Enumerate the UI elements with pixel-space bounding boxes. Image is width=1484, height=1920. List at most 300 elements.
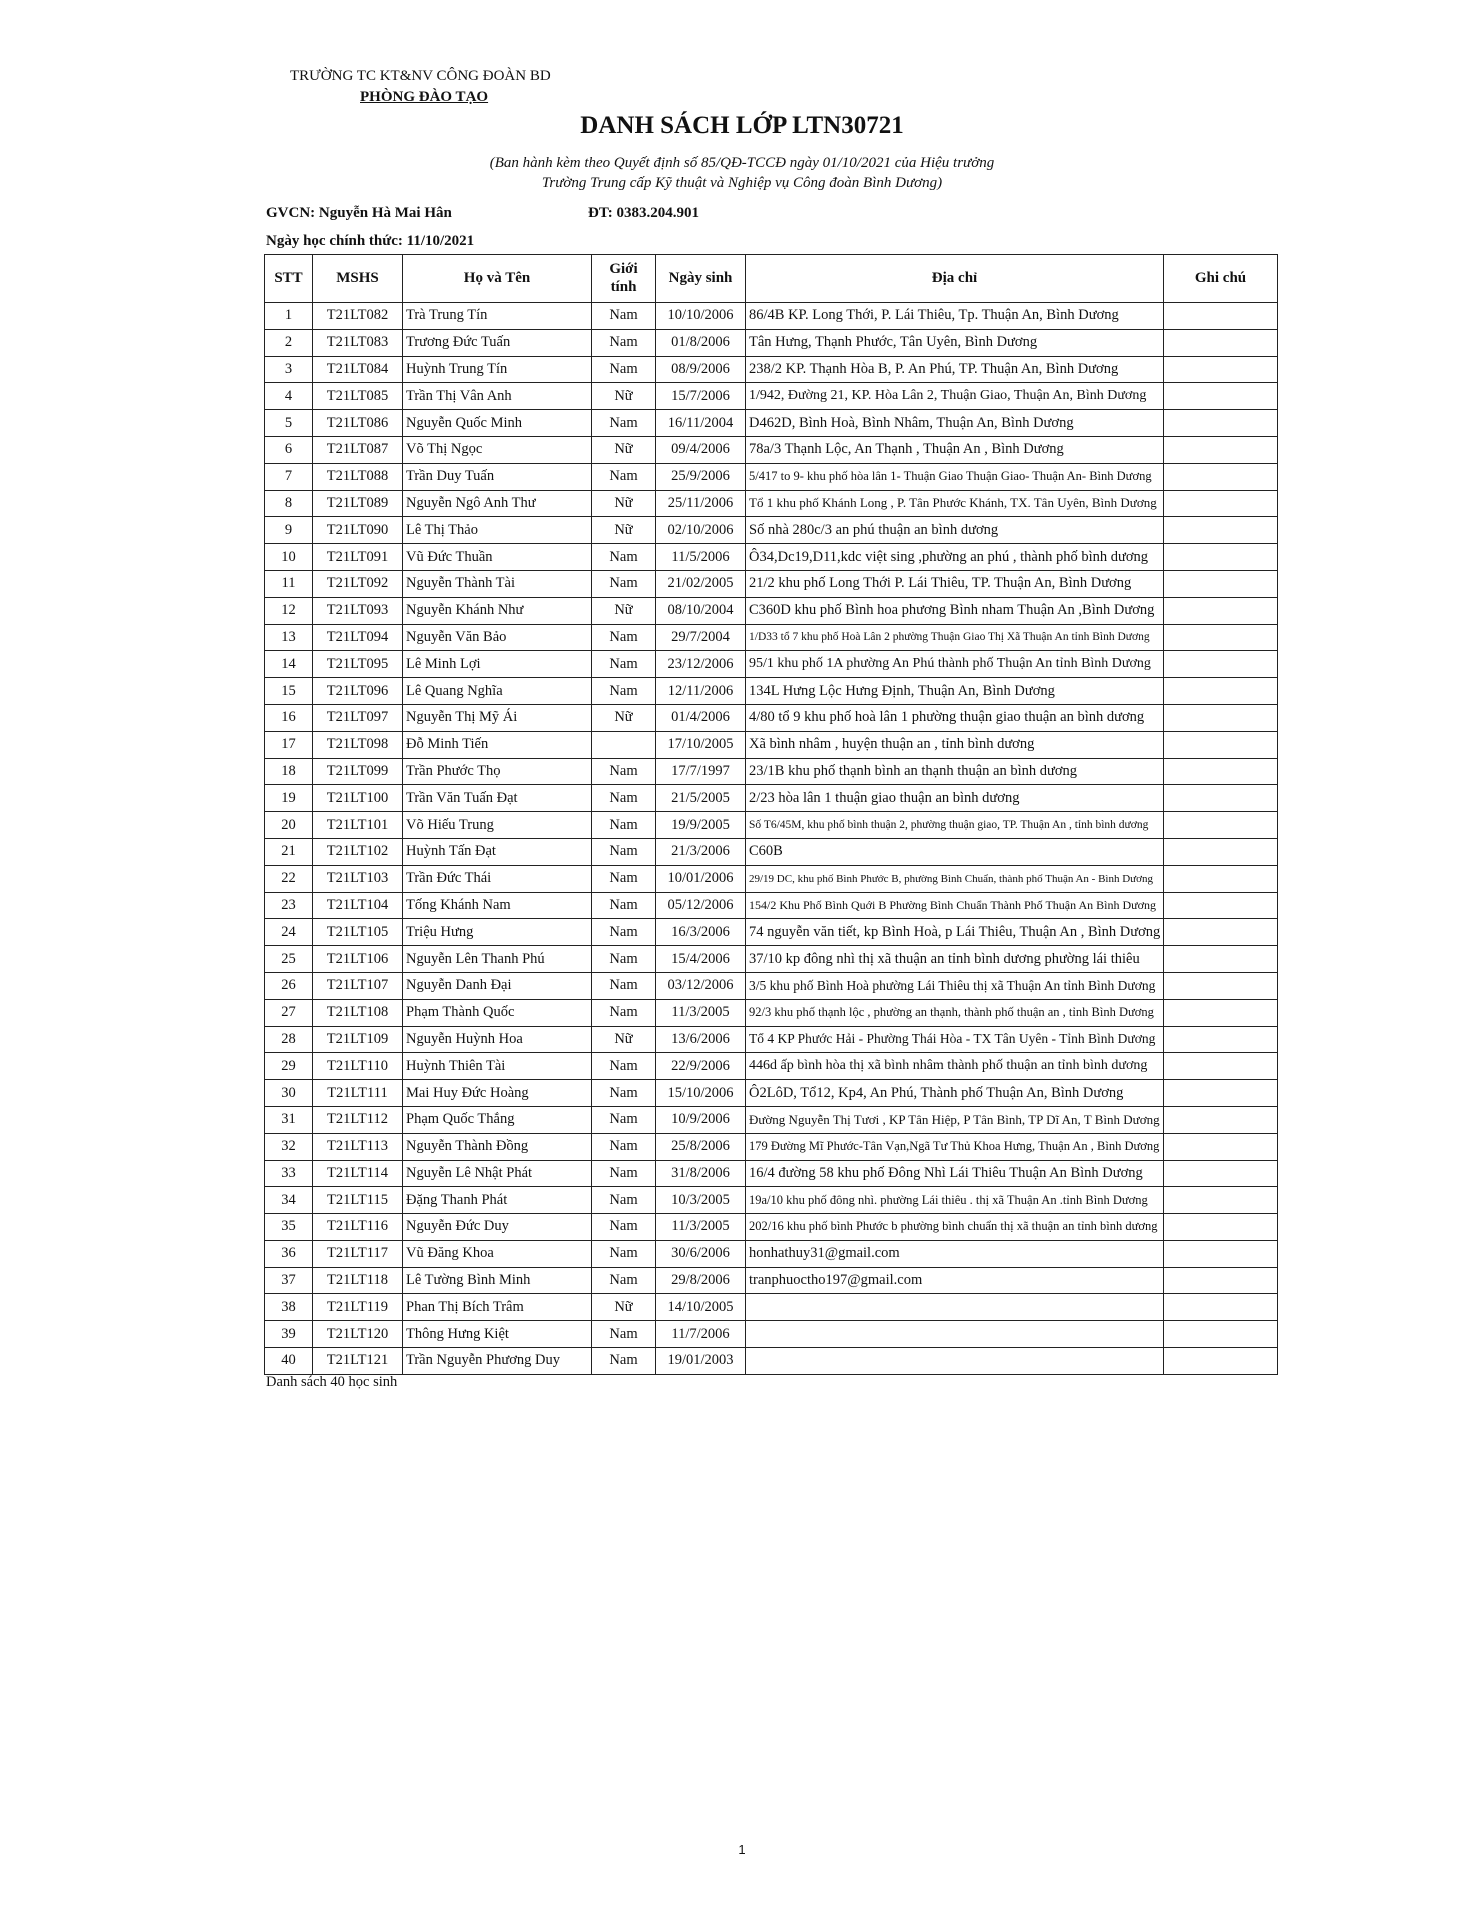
table-row [265,1133,1278,1160]
cell-note [1164,410,1278,437]
cell-note [1164,838,1278,865]
cell-address: 19a/10 khu phố đông nhì. phường Lái thiêu . thị xã Thuận An .tỉnh Bình Dương [746,1187,1164,1214]
column-header-note: Ghi chú [1164,255,1278,303]
cell-name: Trà Trung Tín [403,303,592,330]
cell-stt: 29 [265,1053,313,1080]
cell-note [1164,1294,1278,1321]
cell-dob: 22/9/2006 [656,1053,746,1080]
cell-name: Nguyễn Thành Đồng [403,1133,592,1160]
cell-address: Đường Nguyễn Thị Tươi , KP Tân Hiệp, P Tân Bình, TP Dĩ An, T Bình Dương [746,1106,1164,1133]
cell-note [1164,1348,1278,1375]
cell-address: 37/10 kp đông nhì thị xã thuận an tỉnh bình dương phường lái thiêu [746,946,1164,973]
table-row [265,1026,1278,1053]
cell-note [1164,597,1278,624]
cell-gender: Nam [592,651,656,678]
start-date: Ngày học chính thức: 11/10/2021 [266,233,475,249]
cell-dob: 10/01/2006 [656,865,746,892]
cell-stt: 25 [265,946,313,973]
cell-note [1164,1321,1278,1348]
cell-dob: 19/01/2003 [656,1348,746,1375]
table-header-row [265,255,1278,303]
cell-note [1164,383,1278,410]
cell-gender: Nam [592,1240,656,1267]
table-row [265,463,1278,490]
cell-note [1164,1267,1278,1294]
cell-address: 202/16 khu phố bình Phước b phường bình chuẩn thị xã thuận an tỉnh bình dương [746,1214,1164,1241]
cell-mshs: T21LT103 [313,865,403,892]
cell-name: Nguyễn Quốc Minh [403,410,592,437]
cell-dob: 11/3/2005 [656,1214,746,1241]
cell-dob: 21/5/2005 [656,785,746,812]
cell-stt: 31 [265,1106,313,1133]
cell-mshs: T21LT106 [313,946,403,973]
cell-dob: 19/9/2005 [656,812,746,839]
cell-mshs: T21LT120 [313,1321,403,1348]
cell-gender: Nữ [592,517,656,544]
table-row [265,946,1278,973]
cell-mshs: T21LT088 [313,463,403,490]
cell-address: 86/4B KP. Long Thới, P. Lái Thiêu, Tp. Thuận An, Bình Dương [746,303,1164,330]
cell-stt: 28 [265,1026,313,1053]
cell-gender: Nam [592,1214,656,1241]
cell-note [1164,303,1278,330]
cell-note [1164,544,1278,571]
cell-address [746,1348,1164,1375]
cell-note [1164,1240,1278,1267]
cell-address: 78a/3 Thạnh Lộc, An Thạnh , Thuận An , Bình Dương [746,436,1164,463]
cell-gender [592,731,656,758]
homeroom-teacher: GVCN: Nguyễn Hà Mai Hân [266,205,452,221]
cell-dob: 11/5/2006 [656,544,746,571]
cell-stt: 40 [265,1348,313,1375]
cell-gender: Nam [592,1133,656,1160]
cell-note [1164,1080,1278,1107]
table-row [265,999,1278,1026]
cell-note [1164,946,1278,973]
cell-name: Lê Tường Bình Minh [403,1267,592,1294]
table-row [265,597,1278,624]
cell-stt: 37 [265,1267,313,1294]
cell-name: Lê Quang Nghĩa [403,678,592,705]
column-header-mshs: MSHS [313,255,403,303]
column-header-dob: Ngày sinh [656,255,746,303]
table-row [265,972,1278,999]
cell-mshs: T21LT089 [313,490,403,517]
cell-name: Trương Đức Tuấn [403,329,592,356]
table-row [265,410,1278,437]
cell-gender: Nam [592,812,656,839]
cell-note [1164,490,1278,517]
cell-gender: Nam [592,303,656,330]
cell-note [1164,758,1278,785]
cell-note [1164,624,1278,651]
cell-dob: 16/3/2006 [656,919,746,946]
cell-dob: 08/10/2004 [656,597,746,624]
cell-mshs: T21LT118 [313,1267,403,1294]
cell-stt: 33 [265,1160,313,1187]
cell-address: 154/2 Khu Phố Bình Quới B Phường Bình Chuẩn Thành Phố Thuận An Bình Dương [746,892,1164,919]
table-row [265,651,1278,678]
table-row [265,1160,1278,1187]
cell-address: tranphuoctho197@gmail.com [746,1267,1164,1294]
cell-gender: Nam [592,570,656,597]
cell-address: 1/D33 tổ 7 khu phố Hoà Lân 2 phường Thuận Giao Thị Xã Thuận An tỉnh Bình Dương [746,624,1164,651]
cell-stt: 13 [265,624,313,651]
cell-dob: 16/11/2004 [656,410,746,437]
cell-gender: Nam [592,1267,656,1294]
cell-note [1164,1160,1278,1187]
table-row [265,865,1278,892]
cell-mshs: T21LT087 [313,436,403,463]
cell-name: Nguyễn Thành Tài [403,570,592,597]
cell-gender: Nam [592,1080,656,1107]
cell-address: 16/4 đường 58 khu phố Đông Nhì Lái Thiêu Thuận An Bình Dương [746,1160,1164,1187]
cell-name: Mai Huy Đức Hoàng [403,1080,592,1107]
cell-stt: 3 [265,356,313,383]
cell-mshs: T21LT086 [313,410,403,437]
cell-gender: Nam [592,892,656,919]
cell-mshs: T21LT083 [313,329,403,356]
cell-note [1164,436,1278,463]
cell-gender: Nữ [592,1294,656,1321]
cell-mshs: T21LT095 [313,651,403,678]
table-row [265,758,1278,785]
table-row [265,1348,1278,1375]
cell-address: 74 nguyễn văn tiết, kp Bình Hoà, p Lái Thiêu, Thuận An , Bình Dương [746,919,1164,946]
student-count-summary: Danh sách 40 học sinh [266,1374,398,1390]
cell-address: 29/19 DC, khu phố Bình Phước B, phường Bình Chuẩn, thành phố Thuận An - Bình Dương [746,865,1164,892]
cell-stt: 1 [265,303,313,330]
cell-note [1164,704,1278,731]
cell-dob: 02/10/2006 [656,517,746,544]
cell-name: Trần Nguyễn Phương Duy [403,1348,592,1375]
cell-note [1164,356,1278,383]
cell-mshs: T21LT112 [313,1106,403,1133]
table-row [265,436,1278,463]
cell-mshs: T21LT109 [313,1026,403,1053]
cell-note [1164,329,1278,356]
cell-mshs: T21LT098 [313,731,403,758]
cell-stt: 32 [265,1133,313,1160]
department-name: PHÒNG ĐÀO TẠO [360,89,489,105]
cell-name: Triệu Hưng [403,919,592,946]
table-body [265,303,1278,1375]
cell-gender: Nam [592,785,656,812]
cell-mshs: T21LT093 [313,597,403,624]
cell-stt: 21 [265,838,313,865]
cell-gender: Nam [592,1106,656,1133]
table-row [265,1321,1278,1348]
cell-stt: 26 [265,972,313,999]
cell-mshs: T21LT092 [313,570,403,597]
table-row [265,544,1278,571]
cell-name: Đặng Thanh Phát [403,1187,592,1214]
cell-name: Trần Thị Vân Anh [403,383,592,410]
cell-gender: Nam [592,865,656,892]
table-row [265,329,1278,356]
cell-note [1164,517,1278,544]
column-header-name: Họ và Tên [403,255,592,303]
cell-address: 2/23 hòa lân 1 thuận giao thuận an bình dương [746,785,1164,812]
cell-mshs: T21LT107 [313,972,403,999]
cell-note [1164,892,1278,919]
cell-stt: 10 [265,544,313,571]
cell-note [1164,785,1278,812]
cell-mshs: T21LT101 [313,812,403,839]
page-number: 1 [738,1842,746,1857]
cell-gender: Nam [592,678,656,705]
cell-name: Phạm Quốc Thắng [403,1106,592,1133]
cell-address: 3/5 khu phố Bình Hoà phường Lái Thiêu thị xã Thuận An tỉnh Bình Dương [746,972,1164,999]
table-row [265,1053,1278,1080]
cell-dob: 10/10/2006 [656,303,746,330]
cell-mshs: T21LT119 [313,1294,403,1321]
cell-gender: Nữ [592,383,656,410]
table-row [265,1187,1278,1214]
cell-stt: 27 [265,999,313,1026]
cell-note [1164,678,1278,705]
cell-stt: 38 [265,1294,313,1321]
cell-gender: Nam [592,999,656,1026]
table-row [265,383,1278,410]
column-header-gender: Giới tính [592,255,656,303]
cell-mshs: T21LT097 [313,704,403,731]
cell-address: Số nhà 280c/3 an phú thuận an bình dương [746,517,1164,544]
cell-stt: 6 [265,436,313,463]
cell-mshs: T21LT090 [313,517,403,544]
cell-dob: 31/8/2006 [656,1160,746,1187]
cell-stt: 12 [265,597,313,624]
cell-stt: 9 [265,517,313,544]
cell-address: Ô2LôD, Tổ12, Kp4, An Phú, Thành phố Thuận An, Bình Dương [746,1080,1164,1107]
cell-address: 238/2 KP. Thạnh Hòa B, P. An Phú, TP. Thuận An, Bình Dương [746,356,1164,383]
cell-mshs: T21LT091 [313,544,403,571]
cell-mshs: T21LT115 [313,1187,403,1214]
cell-gender: Nam [592,758,656,785]
cell-name: Nguyễn Lê Nhật Phát [403,1160,592,1187]
cell-stt: 22 [265,865,313,892]
cell-name: Phan Thị Bích Trâm [403,1294,592,1321]
cell-stt: 30 [265,1080,313,1107]
table-row [265,704,1278,731]
cell-stt: 8 [265,490,313,517]
cell-mshs: T21LT117 [313,1240,403,1267]
cell-address: Số T6/45M, khu phố bình thuận 2, phường thuận giao, TP. Thuận An , tỉnh bình dương [746,812,1164,839]
cell-dob: 01/8/2006 [656,329,746,356]
cell-stt: 35 [265,1214,313,1241]
cell-dob: 23/12/2006 [656,651,746,678]
cell-mshs: T21LT085 [313,383,403,410]
cell-stt: 39 [265,1321,313,1348]
cell-address: honhathuy31@gmail.com [746,1240,1164,1267]
cell-stt: 2 [265,329,313,356]
cell-gender: Nam [592,410,656,437]
cell-note [1164,1106,1278,1133]
cell-dob: 25/8/2006 [656,1133,746,1160]
cell-name: Nguyễn Thị Mỹ Ái [403,704,592,731]
cell-dob: 05/12/2006 [656,892,746,919]
cell-note [1164,1053,1278,1080]
cell-address: Tân Hưng, Thạnh Phước, Tân Uyên, Bình Dương [746,329,1164,356]
cell-dob: 08/9/2006 [656,356,746,383]
cell-mshs: T21LT096 [313,678,403,705]
cell-name: Vũ Đăng Khoa [403,1240,592,1267]
cell-address [746,1294,1164,1321]
cell-gender: Nữ [592,490,656,517]
cell-mshs: T21LT100 [313,785,403,812]
cell-stt: 15 [265,678,313,705]
cell-name: Nguyễn Huỳnh Hoa [403,1026,592,1053]
cell-name: Phạm Thành Quốc [403,999,592,1026]
cell-name: Võ Thị Ngọc [403,436,592,463]
cell-name: Nguyễn Danh Đại [403,972,592,999]
cell-name: Nguyễn Đức Duy [403,1214,592,1241]
cell-dob: 17/10/2005 [656,731,746,758]
cell-dob: 11/7/2006 [656,1321,746,1348]
cell-name: Nguyễn Lên Thanh Phú [403,946,592,973]
cell-note [1164,812,1278,839]
cell-gender: Nam [592,329,656,356]
cell-stt: 11 [265,570,313,597]
cell-mshs: T21LT121 [313,1348,403,1375]
cell-mshs: T21LT110 [313,1053,403,1080]
cell-dob: 17/7/1997 [656,758,746,785]
cell-gender: Nam [592,838,656,865]
cell-note [1164,463,1278,490]
cell-address: 5/417 to 9- khu phố hòa lân 1- Thuận Giao Thuận Giao- Thuận An- Bình Dương [746,463,1164,490]
cell-address: 1/942, Đường 21, KP. Hòa Lân 2, Thuận Giao, Thuận An, Bình Dương [746,383,1164,410]
table-row [265,490,1278,517]
cell-name: Nguyễn Khánh Như [403,597,592,624]
cell-name: Huỳnh Tấn Đạt [403,838,592,865]
cell-note [1164,999,1278,1026]
cell-name: Võ Hiếu Trung [403,812,592,839]
cell-name: Đỗ Minh Tiến [403,731,592,758]
cell-mshs: T21LT116 [313,1214,403,1241]
table-row [265,356,1278,383]
cell-name: Huỳnh Trung Tín [403,356,592,383]
document-title: DANH SÁCH LỚP LTN30721 [580,112,904,139]
document-subtitle-line2: Trường Trung cấp Kỹ thuật và Nghiệp vụ Công đoàn Bình Dương) [541,175,943,191]
cell-note [1164,1133,1278,1160]
cell-stt: 36 [265,1240,313,1267]
cell-name: Trần Đức Thái [403,865,592,892]
table-row [265,624,1278,651]
cell-gender: Nam [592,356,656,383]
cell-dob: 29/7/2004 [656,624,746,651]
cell-dob: 03/12/2006 [656,972,746,999]
cell-dob: 10/9/2006 [656,1106,746,1133]
cell-stt: 24 [265,919,313,946]
table-row [265,785,1278,812]
cell-address: 23/1B khu phố thạnh bình an thạnh thuận an bình dương [746,758,1164,785]
cell-stt: 7 [265,463,313,490]
cell-note [1164,1214,1278,1241]
cell-stt: 20 [265,812,313,839]
cell-stt: 4 [265,383,313,410]
table-row [265,517,1278,544]
teacher-phone: ĐT: 0383.204.901 [588,205,699,221]
cell-gender: Nam [592,972,656,999]
cell-dob: 15/4/2006 [656,946,746,973]
cell-address: 179 Đường Mĩ Phước-Tân Vạn,Ngã Tư Thủ Khoa Hưng, Thuận An , Bình Dương [746,1133,1164,1160]
cell-dob: 09/4/2006 [656,436,746,463]
cell-name: Trần Duy Tuấn [403,463,592,490]
cell-mshs: T21LT111 [313,1080,403,1107]
cell-address: C60B [746,838,1164,865]
cell-address: 446d ấp bình hòa thị xã bình nhâm thành phố thuận an tỉnh bình dương [746,1053,1164,1080]
table-row [265,812,1278,839]
cell-name: Nguyễn Ngô Anh Thư [403,490,592,517]
cell-gender: Nam [592,1160,656,1187]
cell-note [1164,919,1278,946]
cell-note [1164,972,1278,999]
cell-address: Tổ 4 KP Phước Hải - Phường Thái Hòa - TX Tân Uyên - Tỉnh Bình Dương [746,1026,1164,1053]
table-row [265,892,1278,919]
cell-stt: 14 [265,651,313,678]
cell-name: Lê Thị Thảo [403,517,592,544]
column-header-address: Địa chỉ [746,255,1164,303]
cell-dob: 21/3/2006 [656,838,746,865]
cell-dob: 25/11/2006 [656,490,746,517]
cell-address: C360D khu phố Bình hoa phương Bình nham Thuận An ,Bình Dương [746,597,1164,624]
cell-gender: Nam [592,624,656,651]
table-row [265,1240,1278,1267]
cell-note [1164,1187,1278,1214]
cell-dob: 15/7/2006 [656,383,746,410]
cell-dob: 25/9/2006 [656,463,746,490]
table-row [265,838,1278,865]
cell-gender: Nam [592,544,656,571]
cell-dob: 12/11/2006 [656,678,746,705]
cell-dob: 01/4/2006 [656,704,746,731]
cell-note [1164,570,1278,597]
cell-name: Nguyễn Văn Bảo [403,624,592,651]
cell-gender: Nam [592,1187,656,1214]
cell-mshs: T21LT104 [313,892,403,919]
cell-mshs: T21LT102 [313,838,403,865]
cell-address: 95/1 khu phố 1A phường An Phú thành phố Thuận An tỉnh Bình Dương [746,651,1164,678]
document-subtitle-line1: (Ban hành kèm theo Quyết định số 85/QĐ-TCCĐ ngày 01/10/2021 của Hiệu trưởng [489,155,995,171]
cell-dob: 14/10/2005 [656,1294,746,1321]
cell-address: 92/3 khu phố thạnh lộc , phường an thạnh, thành phố thuận an , tỉnh Bình Dương [746,999,1164,1026]
cell-mshs: T21LT082 [313,303,403,330]
cell-gender: Nam [592,1321,656,1348]
cell-gender: Nam [592,463,656,490]
cell-dob: 15/10/2006 [656,1080,746,1107]
cell-mshs: T21LT105 [313,919,403,946]
cell-mshs: T21LT084 [313,356,403,383]
cell-mshs: T21LT114 [313,1160,403,1187]
cell-gender: Nữ [592,436,656,463]
cell-note [1164,651,1278,678]
cell-name: Trần Phước Thọ [403,758,592,785]
student-table [264,254,1278,1375]
table-row [265,303,1278,330]
cell-name: Trần Văn Tuấn Đạt [403,785,592,812]
column-header-stt: STT [265,255,313,303]
cell-stt: 18 [265,758,313,785]
table-row [265,1080,1278,1107]
cell-name: Thông Hưng Kiệt [403,1321,592,1348]
table-row [265,1106,1278,1133]
cell-dob: 10/3/2005 [656,1187,746,1214]
cell-stt: 17 [265,731,313,758]
cell-dob: 29/8/2006 [656,1267,746,1294]
cell-gender: Nam [592,1053,656,1080]
school-name: TRƯỜNG TC KT&NV CÔNG ĐOÀN BD [290,68,551,84]
cell-gender: Nữ [592,704,656,731]
